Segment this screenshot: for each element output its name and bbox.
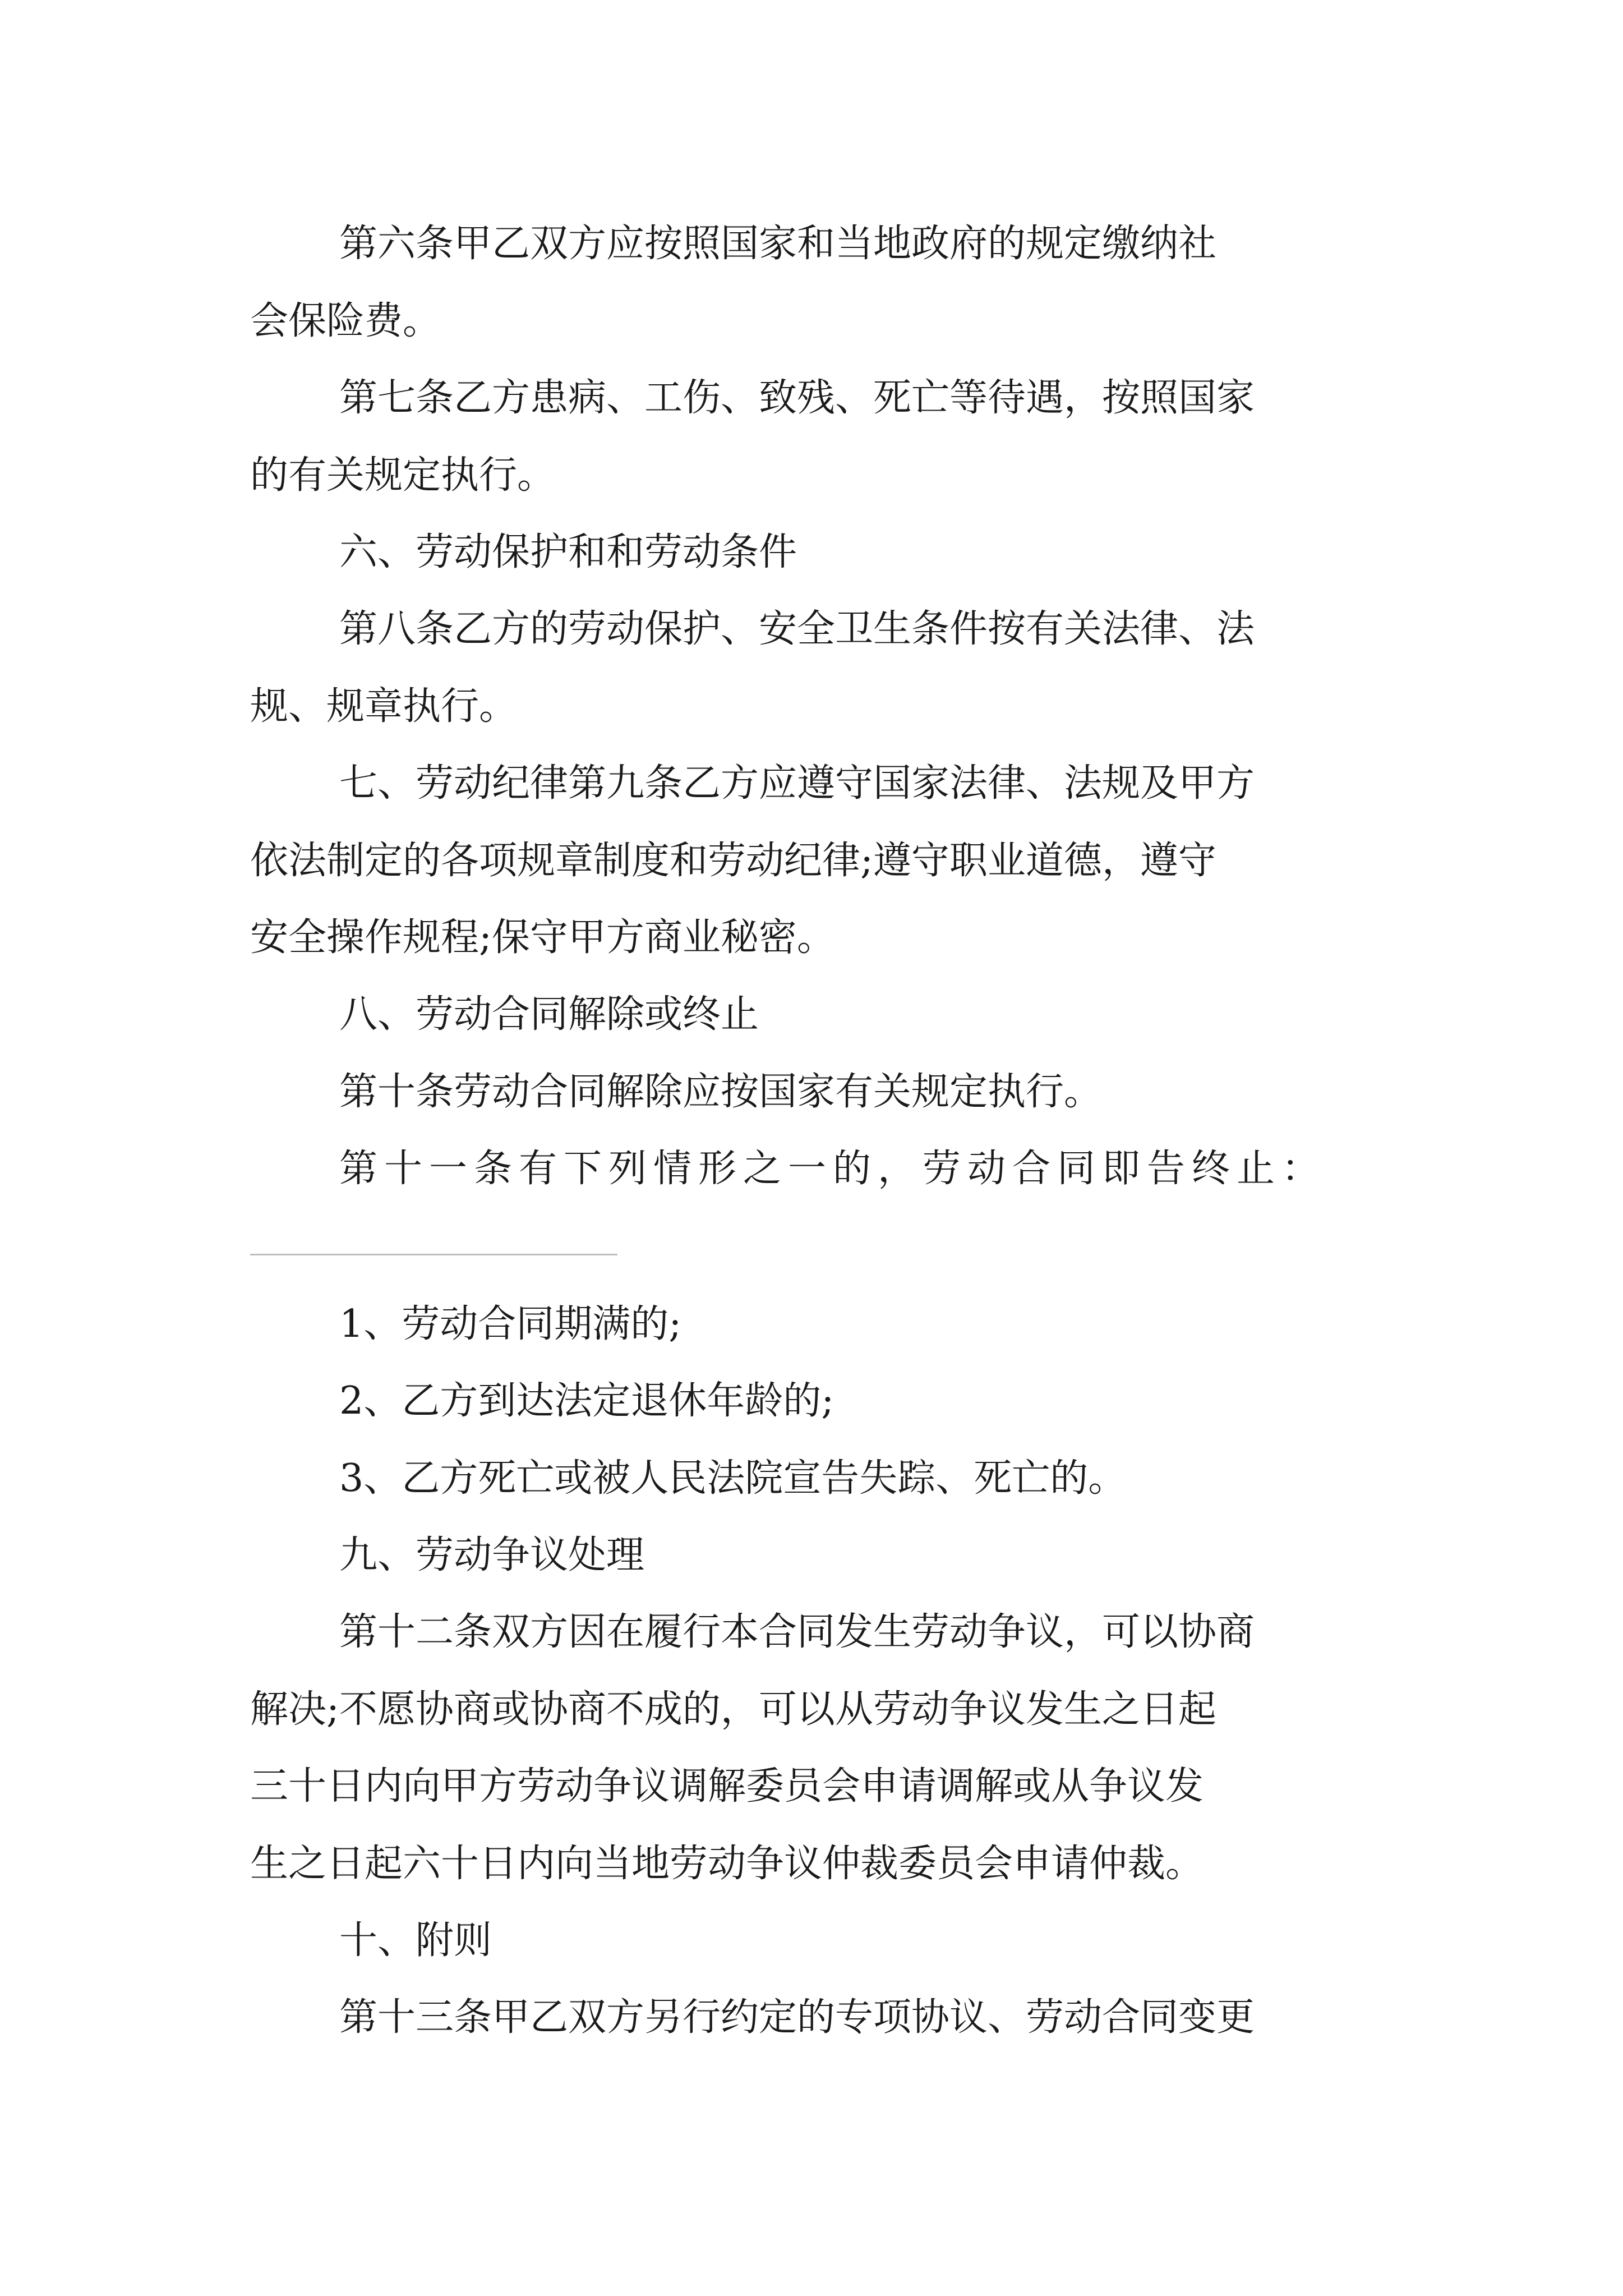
text-line: 依法制定的各项规章制度和劳动纪律;遵守职业道德，遵守 [250,839,1216,883]
text-line: 生之日起六十日内向当地劳动争议仲裁委员会申请仲裁。 [250,1842,1204,1886]
text-line: 第十一条有下列情形之一的，劳动合同即告终止： [339,1147,1327,1191]
text-line: 会保险费。 [250,299,441,343]
text-line: 七、劳动纪律第九条乙方应遵守国家法律、法规及甲方 [339,761,1255,806]
list-item: 1、劳动合同期满的; [339,1302,682,1346]
text-line: 三十日内向甲方劳动争议调解委员会申请调解或从争议发 [250,1764,1204,1809]
text-line: 的有关规定执行。 [250,453,556,498]
text-line: 第十三条甲乙双方另行约定的专项协议、劳动合同变更 [339,1995,1255,2040]
text-line: 第七条乙方患病、工伤、致残、死亡等待遇，按照国家 [339,376,1255,420]
section-heading: 八、劳动合同解除或终止 [339,992,759,1037]
text-line: 安全操作规程;保守甲方商业秘密。 [250,915,835,960]
text-line: 第六条甲乙双方应按照国家和当地政府的规定缴纳社 [339,222,1217,266]
list-item: 3、乙方死亡或被人民法院宣告失踪、死亡的。 [339,1456,1127,1501]
text-line: 解决;不愿协商或协商不成的，可以从劳动争议发生之日起 [250,1687,1216,1732]
text-line: 第十二条双方因在履行本合同发生劳动争议，可以协商 [339,1610,1255,1654]
section-heading: 十、附则 [339,1918,492,1963]
text-line: 第十条劳动合同解除应按国家有关规定执行。 [339,1070,1103,1114]
list-item: 2、乙方到达法定退休年龄的; [339,1379,834,1423]
text-line: 规、规章执行。 [250,684,518,729]
section-heading: 九、劳动争议处理 [339,1533,645,1577]
section-heading: 六、劳动保护和和劳动条件 [339,530,797,574]
footnote-divider [250,1254,617,1255]
text-line: 第八条乙方的劳动保护、安全卫生条件按有关法律、法 [339,607,1255,651]
